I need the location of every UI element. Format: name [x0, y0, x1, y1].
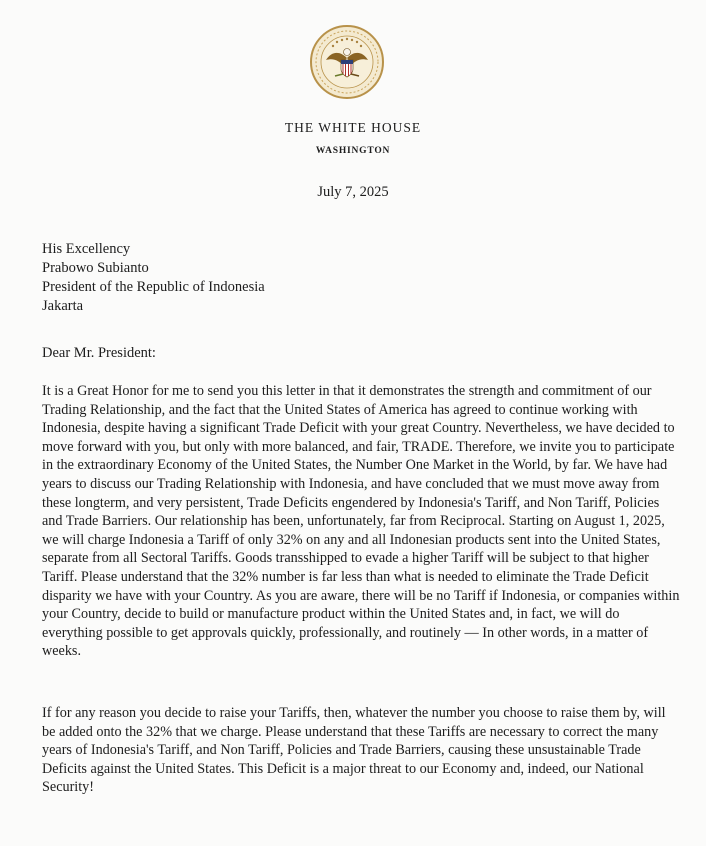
presidential-seal-icon — [309, 24, 385, 100]
recipient-position: President of the Republic of Indonesia — [42, 279, 265, 295]
body-paragraph-1: It is a Great Honor for me to send you this letter in that it demonstrates the strength and commitment of our Trading Relationship, and the fact that the United States of America has agreed to continue working with Indonesia, despite having a significant Trade Deficit with your great Country. Nevertheless, we have decided to move forward with you, but only with more balanced, and fair, TRADE. Therefore, we invite you to participate in the extraordinary Economy of the United States, the Number One Market in the World, by far. We have had years to discuss our Trading Relationship with Indonesia, and have concluded that we must move away from these longterm, and very persistent, Trade Deficits engendered by Indonesia's Tariff, and Non Tariff, Policies and Trade Barriers. Our relationship has been, unfortunately, far from Reciprocal. Starting on August 1, 2025, we will charge Indonesia a Tariff of only 32% on any and all Indonesian products sent into the United States, separate from all Sectoral Tariffs. Goods transshipped to evade a higher Tariff will be subject to that higher Tariff. Please understand that the 32% number is far less than what is needed to eliminate the Trade Deficit disparity we have with your Country. As you are aware, there will be no Tariff if Indonesia, or companies within your Country, decide to build or manufacture product within the United States and, in fact, we will do everything possible to get approvals quickly, professionally, and routinely — In other words, in a matter of weeks. — [42, 383, 680, 660]
letter-date: July 7, 2025 — [317, 184, 389, 200]
recipient-name: Prabowo Subianto — [42, 260, 149, 276]
salutation: Dear Mr. President: — [42, 345, 156, 361]
recipient-title: His Excellency — [42, 241, 131, 257]
recipient-city: Jakarta — [42, 298, 84, 314]
recipient-address — [42, 240, 265, 316]
letterhead-subtitle: WASHINGTON — [315, 146, 391, 156]
letterhead-title: THE WHITE HOUSE — [284, 120, 422, 135]
body-paragraph-2: If for any reason you decide to raise your Tariffs, then, whatever the number you choose to raise them by, will be added onto the 32% that we charge. Please understand that these Tariffs are necessary to correct the many years of Indonesia's Tariff, and Non Tariff, Policies and Trade Barriers, causing these unsustainable Trade Deficits against the United States. This Deficit is a major threat to our Economy and, indeed, our National Security! — [42, 705, 666, 796]
